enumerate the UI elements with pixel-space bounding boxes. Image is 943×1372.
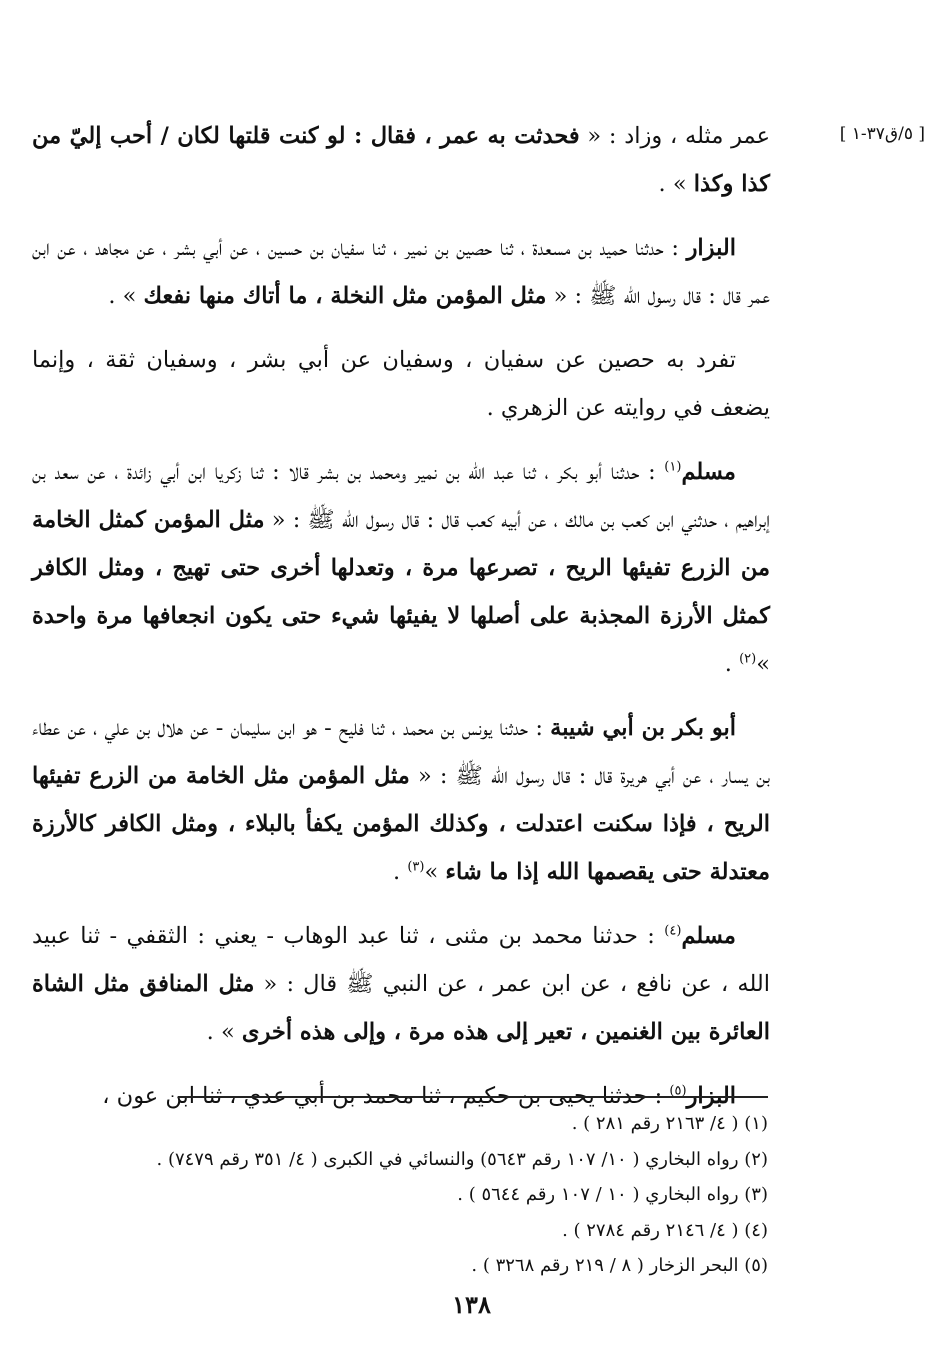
footnote-ref: (٤): [664, 923, 682, 939]
main-text: [32, 112, 770, 1136]
footnote-ref: (٥): [669, 1083, 687, 1099]
paragraph: [32, 336, 770, 432]
bold-text-run: البزار: [686, 235, 736, 261]
text-run: : حدثنا محمد بن مثنى ، ثنا عبد الوهاب - يعني : الثقفي - ثنا عبيد الله ، عن نافع ، عن ابن عمر ، عن النبي ﷺ قال : «: [32, 923, 770, 997]
page-number: ١٣٨: [452, 1290, 491, 1319]
text-run: تفرد به حصين عن سفيان ، وسفيان عن أبي بشر ، وسفيان ثقة ، وإنما يضعف في روايته عن الزهري .: [32, 347, 770, 421]
bold-text-run: فحدثت به عمر ، فقال : لو كنت قلتها لكان / أحب إليّ من كذا وكذا: [32, 123, 770, 197]
text-run: »: [424, 859, 446, 885]
text-run: .: [724, 651, 740, 677]
text-run: » .: [658, 171, 694, 197]
text-run: .: [393, 859, 408, 885]
footnote-ref: (١): [664, 459, 682, 475]
bold-text-run: مثل المؤمن كمثل الخامة من الزرع تفيئها الريح ، تصرعها مرة ، وتعدلها أخرى حتى تهيج ، ومثل الكافر كمثل الأرزة المجذبة على أصلها لا يفيئها شيء حتى يكون انجعافها مرة واحدة: [32, 507, 770, 629]
bold-text-run: أبو بكر بن أبي شيبة: [550, 715, 736, 741]
footnote-ref: (٢): [739, 651, 757, 667]
bold-text-run: مسلم: [681, 459, 736, 485]
footnote-3: (٣) رواه البخاري ( ١٠ / ١٠٧ رقم ٥٦٤٤ ) .: [457, 1184, 768, 1205]
paragraph: [32, 224, 770, 320]
manuscript-folio-note: [ ٥/ق٣٧-١ ]: [839, 124, 925, 144]
footnote-4: (٤) ( ٤/ ٢١٤٦ رقم ٢٧٨٤ ) .: [562, 1219, 768, 1241]
text-run: : حدثنا يحيى بن حكيم ، ثنا محمد بن أبي عدي ، ثنا ابن عون ،: [102, 1083, 670, 1109]
bold-text-run: البزار: [686, 1083, 736, 1109]
text-run: : حدثنا يونس بن محمد ، ثنا فليح - هو ابن سليمان - عن هلال بن علي ، عن عطاء بن يسار ، عن أبي هريرة قال : قال رسول الله ﷺ : «: [32, 715, 770, 789]
paragraph: [32, 912, 770, 1056]
bold-text-run: مسلم: [681, 923, 736, 949]
text-run: : حدثنا أبو بكر ، ثنا عبد الله بن نمير ومحمد بن بشر قالا : ثنا زكريا ابن أبي زائدة ، عن سعد بن إبراهيم ، حدثني ابن كعب بن مالك ، عن أبيه كعب قال : قال رسول الله ﷺ : «: [32, 459, 770, 533]
text-run: » .: [108, 283, 144, 309]
text-run: عمر مثله ، وزاد : «: [579, 123, 770, 149]
footnote-2: (٢) رواه البخاري ( ١٠/ ١٠٧ رقم ٥٦٤٣) والنسائي في الكبرى ( ٤/ ٣٥١ رقم ٧٤٧٩) .: [156, 1148, 768, 1170]
bold-text-run: مثل المؤمن مثل الخامة من الزرع تفيئها الريح ، فإذا سكنت اعتدلت ، وكذلك المؤمن يكفأ بالبلاء ، ومثل الكافر كالأرزة معتدلة حتى يقصمها الله إذا ما شاء: [32, 763, 770, 885]
bold-text-run: مثل المؤمن مثل النخلة ، ما أتاك منها نفعك: [143, 283, 547, 309]
footnote-ref: (٣): [407, 859, 425, 875]
bold-text-run: مثل المنافق مثل الشاة العائرة بين الغنمين ، تعير إلى هذه مرة ، وإلى هذه أخرى: [32, 971, 770, 1045]
footnotes: [33, 1106, 768, 1284]
text-run: »: [756, 651, 770, 677]
footnote-5: (٥) البحر الزخار ( ٨ / ٢١٩ رقم ٣٢٦٨ ) .: [471, 1255, 768, 1276]
footnote-1: (١) ( ٤/ ٢١٦٣ رقم ٢٨١ ) .: [571, 1113, 768, 1134]
text-run: : حدثنا حميد بن مسعدة ، ثنا حصين بن نمير ، ثنا سفيان بن حسين ، عن أبي بشر ، عن مجاهد ، عن ابن عمر قال : قال رسول الله ﷺ : «: [32, 235, 770, 309]
paragraph: [32, 112, 770, 208]
paragraph: [32, 704, 770, 896]
paragraph: [32, 448, 770, 688]
footnote-separator: [178, 1096, 768, 1098]
text-run: » .: [206, 1019, 242, 1045]
